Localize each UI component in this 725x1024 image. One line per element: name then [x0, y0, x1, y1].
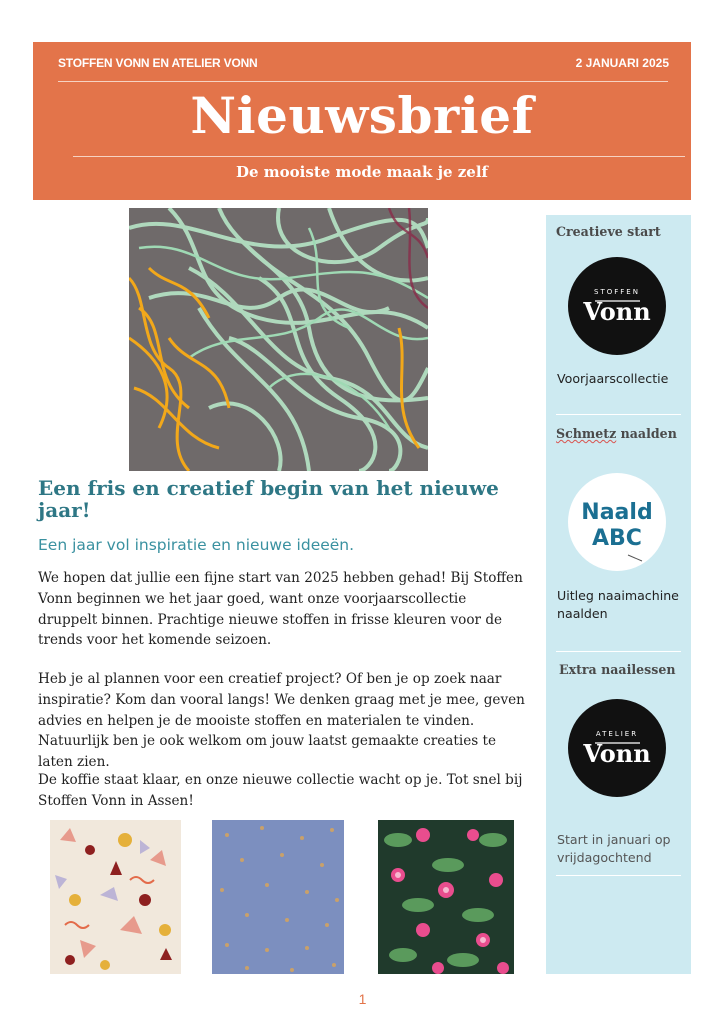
- sidebar-divider: [556, 414, 681, 415]
- sidebar-divider: [556, 875, 681, 876]
- fabric-swatch-floral: [378, 820, 514, 974]
- naald-logo-line2: ABC: [592, 526, 642, 551]
- article-paragraph-3: De koffie staat klaar, en onze nieuwe collectie wacht op je. Tot snel bij Stoffen Vonn in Assen!: [38, 772, 523, 809]
- issue-date: 2 JANUARI 2025: [575, 56, 669, 70]
- naald-abc-logo: [568, 473, 666, 571]
- fabric-swatch-leaves: [50, 820, 181, 974]
- stoffen-logo-name: Vonn: [583, 297, 651, 326]
- newsletter-header: [33, 42, 691, 200]
- naald-logo-line1: Naald: [581, 500, 653, 525]
- article-paragraph-1: We hopen dat jullie een fijne start van 2025 hebben gehad! Bij Stoffen Vonn beginnen we het jaar goed, want onze voorjaarscollectie druppelt binnen. Prachtige nieuwe stoffen in frisse kleuren voor de trends voor het komende seizoen.: [38, 570, 523, 649]
- fabric-swatch-dots: [212, 820, 344, 974]
- sidebar-text-voorjaarscollectie: Voorjaarscollectie: [557, 371, 669, 386]
- article-subheading: Een jaar vol inspiratie en nieuwe ideeën.: [38, 536, 355, 554]
- page-number: 1: [358, 991, 367, 1007]
- sidebar: [546, 215, 691, 974]
- header-divider-bottom: [73, 156, 685, 157]
- sidebar-divider: [556, 651, 681, 652]
- stoffen-vonn-logo: [568, 257, 666, 355]
- newsletter-title: Nieuwsbrief: [190, 86, 534, 145]
- sidebar-heading-extra-naailessen: Extra naailessen: [559, 662, 676, 677]
- atelier-logo-label: ATELIER: [595, 730, 639, 738]
- header-divider-top: [58, 81, 668, 82]
- atelier-logo-name: Vonn: [583, 739, 651, 768]
- sidebar-heading-schmetz-naalden: Schmetz naalden: [556, 426, 677, 441]
- atelier-vonn-logo: [568, 699, 666, 797]
- organization-name: STOFFEN VONN EN ATELIER VONN: [58, 56, 258, 70]
- article-paragraph-2: Heb je al plannen voor een creatief project? Of ben je op zoek naar inspiratie? Kom dan vooral langs! We denken graag met je mee, geven advies en helpen je de mooiste stoffen en materialen te vinden. Natuurlijk ben je ook welkom om jouw laatst gemaakte creaties te laten zien.: [38, 671, 525, 771]
- article-headline: Een fris en creatief begin van het nieuwe jaar!: [38, 476, 499, 522]
- sidebar-heading-creatieve-start: Creatieve start: [556, 224, 661, 239]
- sidebar-text-naalden: Uitleg naaimachine naalden: [557, 588, 679, 621]
- hero-yarn-image: [129, 208, 428, 471]
- stoffen-logo-label: STOFFEN: [594, 288, 640, 296]
- sidebar-text-naailessen: Start in januari op vrijdagochtend: [557, 832, 671, 865]
- newsletter-subtitle: De mooiste mode maak je zelf: [236, 163, 488, 181]
